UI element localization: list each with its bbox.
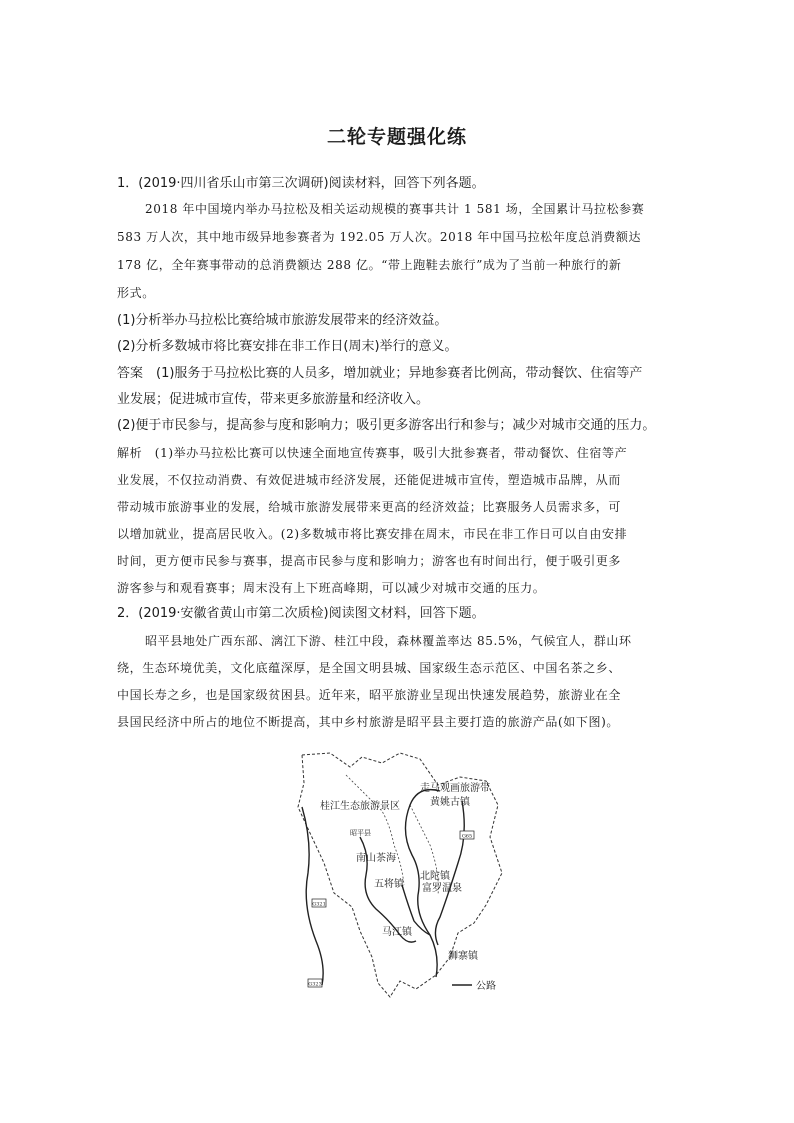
map-label-zouma: 走马观画旅游带 [420, 783, 490, 794]
q1-analysis-line: 业发展，不仅拉动消费、有效促进城市经济发展，还能促进城市宣传，塑造城市品牌，从而 [117, 473, 622, 487]
q2-passage-line: 县国民经济中所占的地位不断提高，其中乡村旅游是昭平县主要打造的旅游产品(如下图)。 [117, 715, 619, 729]
q2-passage-line: 昭平县地处广西东部、漓江下游、桂江中段，森林覆盖率达 85.5%，气候宜人，群山环 [145, 634, 632, 648]
page-title: 二轮专题强化练 [326, 126, 467, 148]
q2-passage-line: 中国长寿之乡，也是国家级贫困县。近年来，昭平旅游业呈现出快速发展趋势，旅游业在全 [117, 688, 622, 702]
q1-analysis-line: 以增加就业，提高居民收入。(2)多数城市将比赛安排在周末，市民在非工作日可以自由安排 [117, 527, 628, 541]
zhaoping-tourism-map [290, 745, 510, 1005]
q1-passage-line: 583 万人次，其中地市级异地参赛者为 192.05 万人次。2018 年中国马拉松年度总消费额达 [117, 230, 642, 244]
road-number: G323 [308, 981, 322, 988]
map-label-beituo: 北陀镇 [420, 871, 450, 882]
q1-subquestion-1: (1)分析举办马拉松比赛给城市旅游发展带来的经济效益。 [117, 313, 448, 328]
question-2-header: 2．(2019·安徽省黄山市第二次质检)阅读图文材料，回答下题。 [117, 606, 485, 621]
map-label-fuluo: 富罗温泉 [422, 883, 462, 894]
q2-passage-line: 绕，生态环境优美，文化底蕴深厚，是全国文明县城、国家级生态示范区、中国名茶之乡、 [117, 661, 622, 675]
q1-subquestion-2: (2)分析多数城市将比赛安排在非工作日(周末)举行的意义。 [117, 339, 458, 354]
q1-analysis-line: 时间，更方便市民参与赛事，提高市民参与度和影响力；游客也有时间出行，便于吸引更多 [117, 554, 622, 568]
map-label-shizhai: 狮寨镇 [448, 951, 478, 962]
map-label-guijiang: 桂江生态旅游景区 [320, 801, 400, 812]
q1-passage-line: 形式。 [117, 286, 155, 300]
road-line [302, 807, 323, 985]
q1-answer-line: 业发展；促进城市宣传，带来更多旅游量和经济收入。 [117, 392, 430, 407]
road-number: G65 [461, 833, 473, 840]
q1-analysis-line: 带动城市旅游事业的发展，给城市旅游发展带来更高的经济效益；比赛服务人员需求多，可 [117, 500, 622, 514]
map-label-huangyao: 黄姚古镇 [430, 797, 470, 808]
map-label-zhaoping: 昭平县 [350, 829, 371, 837]
q1-passage-line: 2018 年中国境内举办马拉松及相关运动规模的赛事共计 1 581 场，全国累计马拉松参赛 [145, 202, 645, 216]
q1-answer-line: (2)便于市民参与，提高参与度和影响力；吸引更多游客出行和参与；减少对城市交通的压力。 [117, 418, 656, 433]
map-label-wujiang: 五将镇 [374, 879, 404, 890]
map-label-majiang: 马江镇 [382, 927, 412, 938]
question-1-header: 1．(2019·四川省乐山市第三次调研)阅读材料，回答下列各题。 [117, 176, 485, 191]
q1-analysis-line: 游客参与和观看赛事；周末没有上下班高峰期，可以减少对城市交通的压力。 [117, 581, 546, 595]
q1-answer-line: 答案 (1)服务于马拉松比赛的人员多，增加就业；异地参赛者比例高，带动餐饮、住宿等产 [117, 366, 643, 381]
road-number: G321 [312, 901, 326, 908]
map-label-nanshan: 南山茶海 [356, 853, 396, 864]
q1-analysis-line: 解析 (1)举办马拉松比赛可以快速全面地宣传赛事，吸引大批参赛者，带动餐饮、住宿等产 [117, 446, 628, 460]
map-legend-label: 公路 [476, 981, 496, 992]
q1-passage-line: 178 亿，全年赛事带动的总消费额达 288 亿。“带上跑鞋去旅行”成为了当前一种旅行的新 [117, 258, 622, 272]
